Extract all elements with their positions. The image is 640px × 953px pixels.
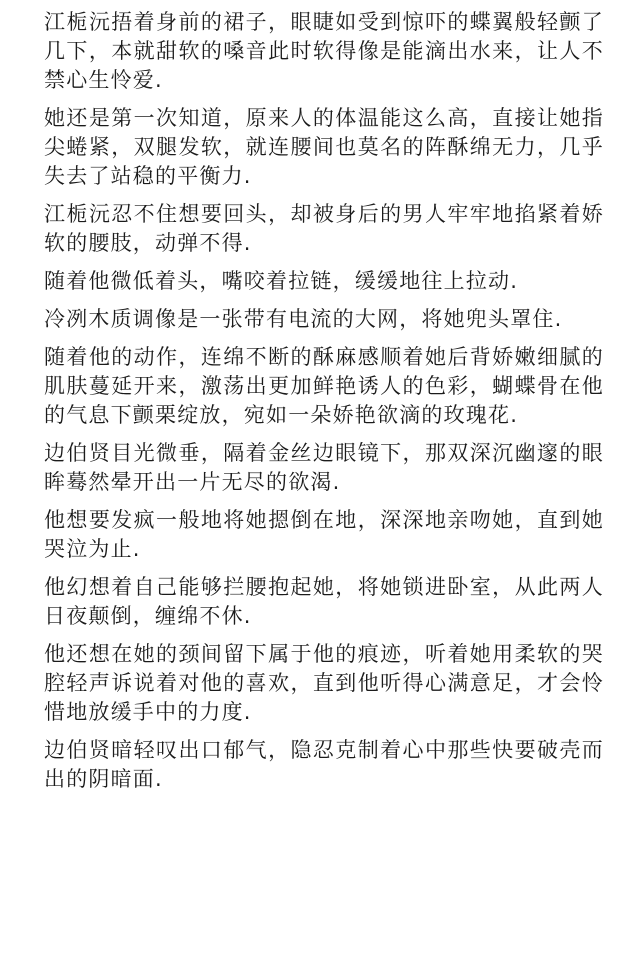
paragraph-7: 边伯贤目光微垂，隔着金丝边眼镜下，那双深沉幽邃的眼眸蓦然晕开出一片无尽的欲渴. bbox=[44, 441, 604, 494]
paragraph-5: 冷冽木质调像是一张带有电流的大网，将她兜头罩住. bbox=[44, 307, 563, 331]
paragraph-2: 她还是第一次知道，原来人的体温能这么高，直接让她指尖蜷紧，双腿发软，就连腰间也莫名的阵酥绵无力，几乎失去了站稳的平衡力. bbox=[44, 106, 604, 188]
paragraph-8: 他想要发疯一般地将她摁倒在地，深深地亲吻她，直到她哭泣为止. bbox=[44, 508, 604, 561]
paragraph-6: 随着他的动作，连绵不断的酥麻感顺着她后背娇嫩细腻的肌肤蔓延开来，激荡出更加鲜艳诱人的色彩，蝴蝶骨在他的气息下颤栗绽放，宛如一朵娇艳欲滴的玫瑰花. bbox=[44, 345, 604, 427]
paragraph-3: 江栀沅忍不住想要回头，却被身后的男人牢牢地掐紧着娇软的腰肢，动弹不得. bbox=[44, 202, 604, 255]
paragraph-10: 他还想在她的颈间留下属于他的痕迹，听着她用柔软的哭腔轻声诉说着对他的喜欢，直到他听得心满意足，才会怜惜地放缓手中的力度. bbox=[44, 642, 604, 724]
paragraph-11: 边伯贤暗轻叹出口郁气，隐忍克制着心中那些快要破壳而出的阴暗面. bbox=[44, 738, 604, 791]
paragraph-4: 随着他微低着头，嘴咬着拉链，缓缓地往上拉动. bbox=[44, 269, 519, 293]
paragraph-1: 江栀沅捂着身前的裙子，眼睫如受到惊吓的蝶翼般轻颤了几下，本就甜软的嗓音此时软得像是能滴出水来，让人不禁心生怜爱. bbox=[44, 10, 604, 92]
paragraph-9: 他幻想着自己能够拦腰抱起她，将她锁进卧室，从此两人日夜颠倒，缠绵不休. bbox=[44, 575, 604, 628]
